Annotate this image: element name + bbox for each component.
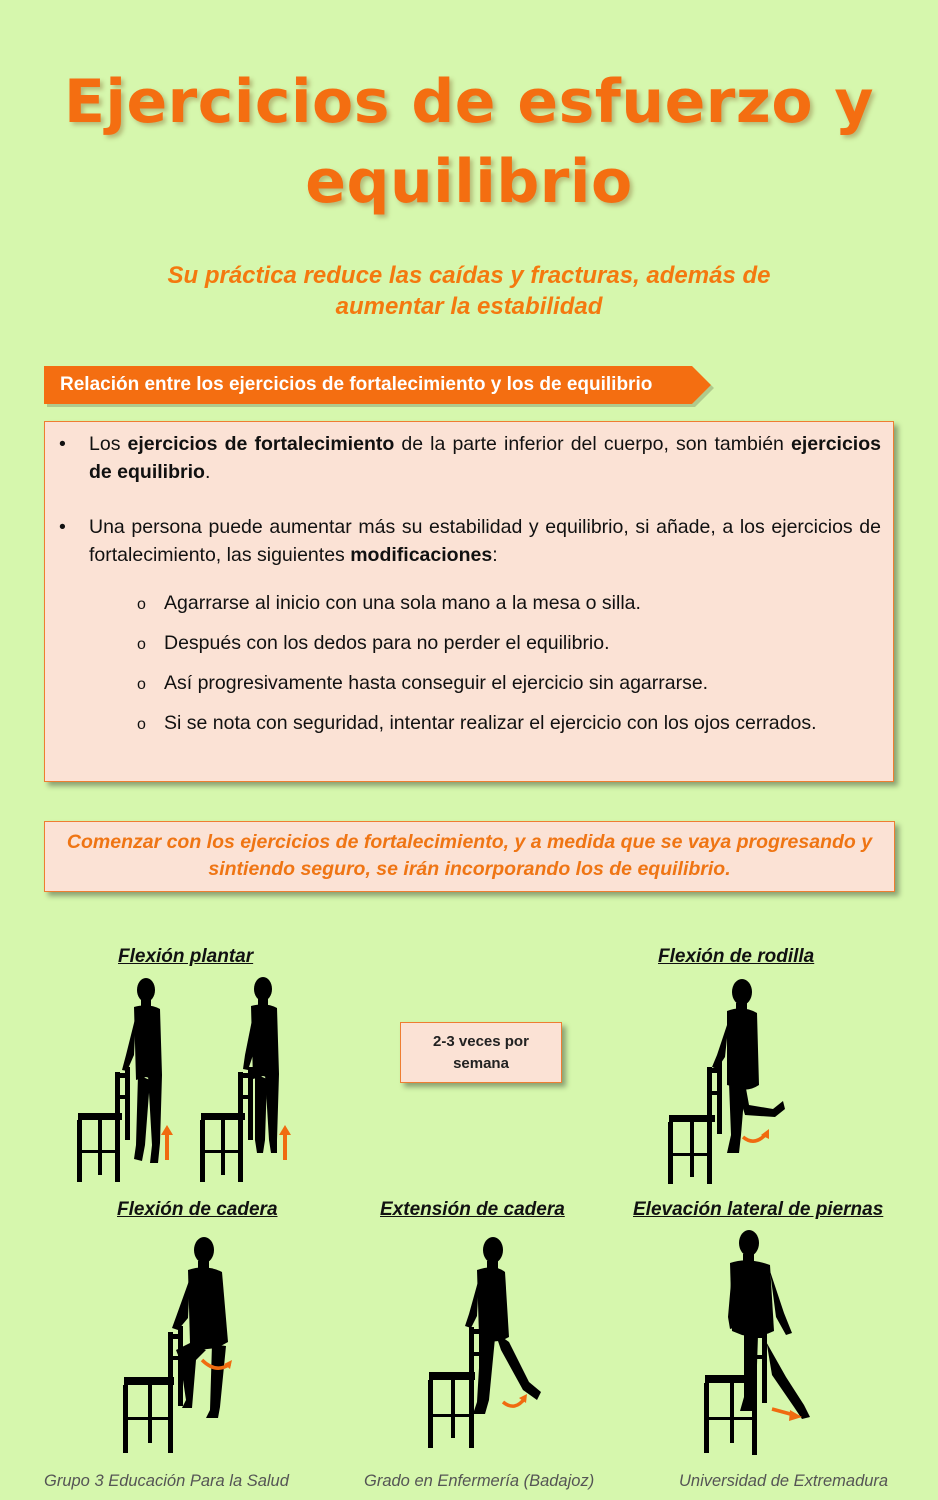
bold-text: ejercicios de equilibrio bbox=[89, 433, 881, 483]
title-line-1: Ejercicios de esfuerzo y bbox=[63, 67, 875, 137]
frequency-line-1: 2-3 veces por bbox=[433, 1033, 529, 1050]
sub-item-text: Después con los dedos para no perder el equilibrio. bbox=[164, 632, 610, 654]
plantar-figure-2 bbox=[195, 975, 305, 1190]
bullet-dot: • bbox=[59, 433, 66, 455]
text-run: : bbox=[492, 544, 498, 566]
note-line-1: Comenzar con los ejercicios de fortalecimiento, y a medida que se vaya progresando y bbox=[66, 831, 873, 853]
subtitle-line-1: Su práctica reduce las caídas y fracturas, además de bbox=[167, 262, 771, 289]
bold-text: ejercicios de fortalecimiento bbox=[127, 433, 395, 455]
title-line-2: equilibrio bbox=[305, 147, 633, 217]
label-flexion-rodilla: Flexión de rodilla bbox=[658, 946, 815, 967]
page-subtitle bbox=[100, 260, 838, 322]
sub-item-text: Así progresivamente hasta conseguir el ejercicio sin agarrarse. bbox=[164, 672, 709, 694]
label-elevacion-lateral: Elevación lateral de piernas bbox=[633, 1199, 884, 1220]
progression-note-box bbox=[44, 821, 895, 892]
sub-bullet: o bbox=[137, 676, 146, 693]
text-run: de la parte inferior del cuerpo, son también bbox=[394, 433, 791, 455]
sub-item bbox=[137, 629, 610, 659]
sub-item-text: Agarrarse al inicio con una sola mano a la mesa o silla. bbox=[164, 592, 641, 614]
banner-text: Relación entre los ejercicios de fortalecimiento y los de equilibrio bbox=[60, 374, 653, 395]
bold-text: modificaciones bbox=[350, 544, 493, 566]
sub-item-text: Si se nota con seguridad, intentar realizar el ejercicio con los ojos cerrados. bbox=[164, 712, 817, 734]
note-line-2: sintiendo seguro, se irán incorporando los de equilibrio. bbox=[208, 858, 731, 880]
sub-bullet: o bbox=[137, 636, 146, 653]
page-title bbox=[0, 62, 938, 222]
label-flexion-cadera: Flexión de cadera bbox=[117, 1199, 278, 1220]
text-run: Una persona puede aumentar más su estabilidad y equilibrio, si añade, a los ejercicios de fortalecimiento, las siguientes bbox=[89, 516, 881, 566]
bullet-dot: • bbox=[59, 516, 66, 538]
sub-bullet: o bbox=[137, 596, 146, 613]
extension-figure bbox=[425, 1232, 555, 1457]
frequency-line-2: semana bbox=[453, 1055, 509, 1072]
sub-item bbox=[137, 709, 817, 739]
text-run: . bbox=[204, 461, 211, 483]
sub-item bbox=[137, 589, 641, 619]
footer-degree: Grado en Enfermería (Badajoz) bbox=[364, 1472, 595, 1490]
bullet-text bbox=[89, 430, 881, 486]
sub-bullet: o bbox=[137, 716, 146, 733]
footer-university: Universidad de Extremadura bbox=[679, 1472, 889, 1490]
label-flexion-plantar: Flexión plantar bbox=[118, 946, 254, 967]
bullet-text bbox=[89, 513, 881, 569]
plantar-figure-1 bbox=[70, 975, 180, 1190]
cadera-figure bbox=[118, 1232, 248, 1457]
info-box bbox=[44, 421, 894, 782]
bullet-strength-balance bbox=[59, 430, 881, 486]
subtitle-line-2: aumentar la estabilidad bbox=[335, 293, 603, 320]
frequency-box bbox=[400, 1022, 562, 1083]
lateral-figure bbox=[700, 1227, 825, 1462]
sub-item bbox=[137, 669, 708, 699]
text-run: Los bbox=[89, 433, 128, 455]
rodilla-figure bbox=[665, 975, 795, 1190]
label-extension-cadera: Extensión de cadera bbox=[380, 1199, 565, 1220]
footer-group: Grupo 3 Educación Para la Salud bbox=[44, 1472, 289, 1490]
bullet-modifications bbox=[59, 513, 881, 569]
